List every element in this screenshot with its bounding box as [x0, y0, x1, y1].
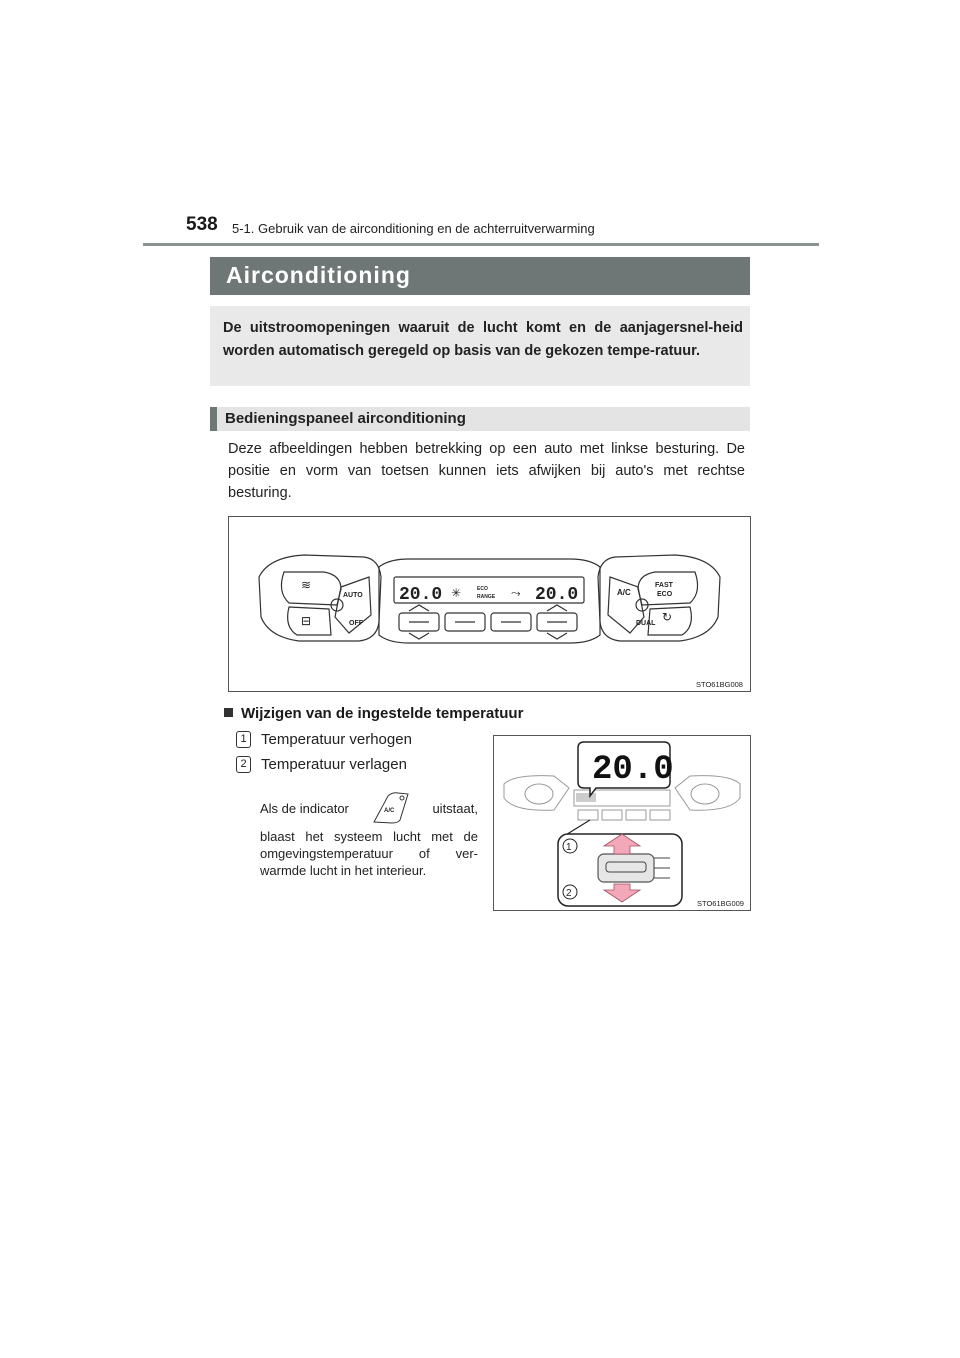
number-1-icon: 1 — [236, 731, 251, 748]
figure2-code: STO61BG009 — [697, 899, 744, 908]
control-panel-figure — [228, 516, 751, 692]
ac-note — [260, 788, 478, 879]
ac-button-icon — [370, 790, 412, 826]
item-text: Temperatuur verhogen — [261, 731, 412, 748]
chapter-title: 5-1. Gebruik van de airconditioning en de achterruitverwarming — [232, 221, 595, 236]
body-paragraph: Deze afbeeldingen hebben betrekking op een auto met linkse besturing. De positie en vorm van toetsen kunnen iets afwijken bij auto's met rechtse besturing. — [228, 441, 745, 501]
temp-right-display: 20.0 — [535, 585, 579, 605]
note-after: uitstaat, — [432, 800, 478, 816]
off-label: OFF — [349, 620, 363, 627]
fan-icon: ✳ — [451, 586, 462, 600]
note-before: Als de indicator — [260, 800, 349, 816]
intro-box — [210, 306, 750, 386]
range-indicator: RANGE — [477, 594, 496, 600]
page-number: 538 — [186, 214, 218, 235]
figure1-code: STO61BG008 — [696, 680, 743, 689]
eco-label: ECO — [657, 591, 673, 598]
section-title-band — [210, 257, 750, 295]
subsection-title: Bedieningspaneel airconditioning — [225, 410, 466, 427]
rear-defrost-icon: ⊟ — [301, 614, 312, 628]
temperature-illustration — [494, 736, 750, 910]
temperature-heading — [224, 705, 523, 722]
subsection-marker — [210, 407, 217, 431]
ac-icon-label: A/C — [383, 808, 395, 814]
fast-label: FAST — [655, 582, 673, 589]
airflow-icon: ⤳ — [511, 586, 521, 600]
list-item — [236, 731, 412, 748]
ac-label: A/C — [617, 588, 631, 597]
recirculation-icon: ↻ — [662, 610, 673, 624]
item-text: Temperatuur verlagen — [261, 756, 407, 773]
auto-label: AUTO — [343, 592, 363, 599]
temperature-heading-text: Wijzigen van de ingestelde temperatuur — [241, 705, 524, 722]
temp-display: 20.0 — [592, 751, 674, 789]
eco-indicator: ECO — [477, 586, 488, 592]
header-divider — [143, 243, 819, 246]
list-item — [236, 756, 407, 773]
callout-1: 1 — [566, 842, 572, 853]
temperature-figure — [493, 735, 751, 911]
callout-2: 2 — [566, 888, 572, 899]
number-2-icon: 2 — [236, 756, 251, 773]
control-panel-illustration — [229, 517, 750, 691]
defrost-icon: ≋ — [301, 578, 312, 592]
square-bullet-icon — [224, 708, 233, 717]
section-title: Airconditioning — [226, 262, 411, 288]
subsection-band — [210, 407, 750, 431]
temp-left-display: 20.0 — [399, 585, 443, 605]
intro-text: De uitstroomopeningen waaruit de lucht komt en de aanjagersnel-heid worden automatisch geregeld op basis van de gekozen tempe-ratuur. — [223, 320, 743, 359]
dual-label: DUAL — [636, 620, 656, 627]
note-rest: blaast het systeem lucht met de omgevingstemperatuur of ver-warmde lucht in het interieur. — [260, 829, 478, 878]
